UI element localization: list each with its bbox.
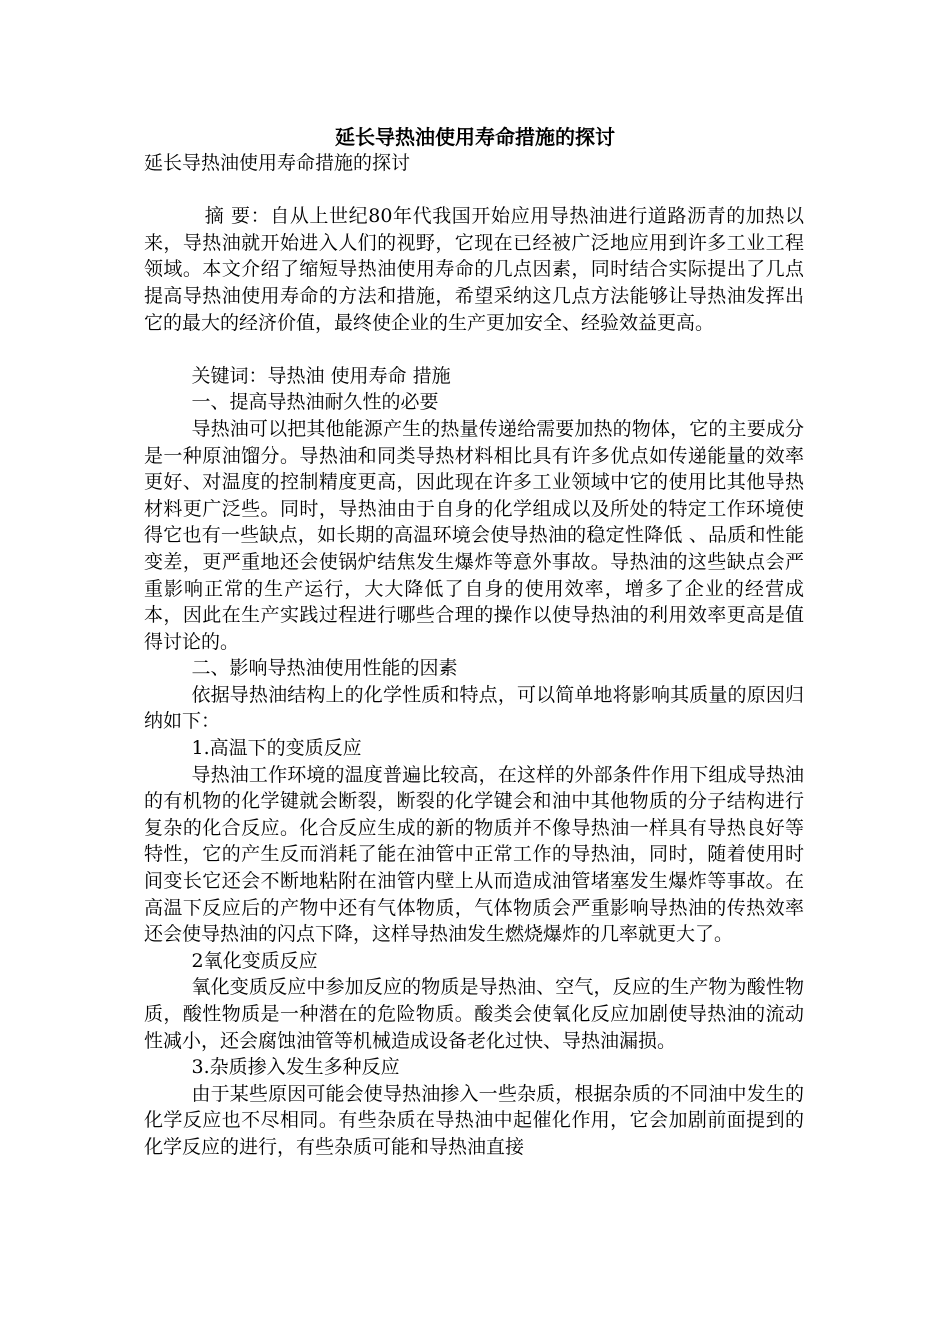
subsection-3-paragraph: 由于某些原因可能会使导热油掺入一些杂质，根据杂质的不同油中发生的化学反应也不尽相同。有些杂质在导热油中起催化作用，它会加剧前面提到的化学反应的进行，有些杂质可能和导热油直接 bbox=[144, 1082, 804, 1158]
section-2-heading: 二、影响导热油使用性能的因素 bbox=[191, 657, 458, 680]
section-1-paragraph: 导热油可以把其他能源产生的热量传递给需要加热的物体，它的主要成分是一种原油馏分。导热油和同类导热材料相比具有许多优点如传递能量的效率更好、对温度的控制精度更高，因此现在许多工业领域中它的使用比其他导热材料更广泛些。同时，导热油由于自身的化学组成以及所处的特定工作环境使得它也有一些缺点，如长期的高温环境会使导热油的稳定性降低 、品质和性能变差，更严重地还会使锅炉结焦发生爆炸等意外事故。导热油的这些缺点会严重影响正常的生产运行，大大降低了自身的使用效率，增多了企业的经营成本，因此在生产实践过程进行哪些合理的操作以使导热油的利用效率更高是值得讨论的。 bbox=[144, 417, 804, 653]
subsection-2-heading: 2氧化变质反应 bbox=[191, 949, 318, 972]
subsection-2-paragraph: 氧化变质反应中参加反应的物质是导热油、空气，反应的生产物为酸性物质，酸性物质是一种潜在的危险物质。酸类会使氧化反应加剧使导热油的流动性减小，还会腐蚀油管等机械造成设备老化过快、导热油漏损。 bbox=[144, 976, 804, 1052]
document-body bbox=[144, 150, 804, 1161]
spacer bbox=[144, 177, 804, 204]
subsection-1-heading: 1.高温下的变质反应 bbox=[191, 737, 362, 760]
subsection-1-paragraph: 导热油工作环境的温度普遍比较高，在这样的外部条件作用下组成导热油的有机物的化学键就会断裂，断裂的化学键会和油中其他物质的分子结构进行复杂的化合反应。化合反应生成的新的物质并不像导热油一样具有导热良好等特性，它的产生反而消耗了能在油管中正常工作的导热油，同时，随着使用时间变长它还会不断地粘附在油管内壁上从而造成油管堵塞发生爆炸等事故。在高温下反应后的产物中还有气体物质，气体物质会严重影响导热油的传热效率还会使导热油的闪点下降，这样导热油发生燃烧爆炸的几率就更大了。 bbox=[144, 763, 804, 946]
document-subtitle: 延长导热油使用寿命措施的探讨 bbox=[144, 152, 411, 174]
subsection-3-heading: 3.杂质掺入发生多种反应 bbox=[191, 1056, 400, 1079]
document-title: 延长导热油使用寿命措施的探讨 bbox=[335, 125, 615, 149]
spacer bbox=[144, 336, 804, 363]
section-2-intro: 依据导热油结构上的化学性质和特点，可以简单地将影响其质量的原因归纳如下： bbox=[144, 683, 804, 733]
keywords-line: 关键词：导热油 使用寿命 措施 bbox=[191, 364, 451, 387]
section-1-heading: 一、提高导热油耐久性的必要 bbox=[191, 391, 439, 414]
abstract-paragraph: 摘 要：自从上世纪80年代我国开始应用导热油进行道路沥青的加热以来，导热油就开始进入人们的视野，它现在已经被广泛地应用到许多工业工程领域。本文介绍了缩短导热油使用寿命的几点因素，同时结合实际提出了几点提高导热油使用寿命的方法和措施，希望采纳这几点方法能够让导热油发挥出它的最大的经济价值，最终使企业的生产更加安全、经验效益更高。 bbox=[144, 205, 804, 334]
